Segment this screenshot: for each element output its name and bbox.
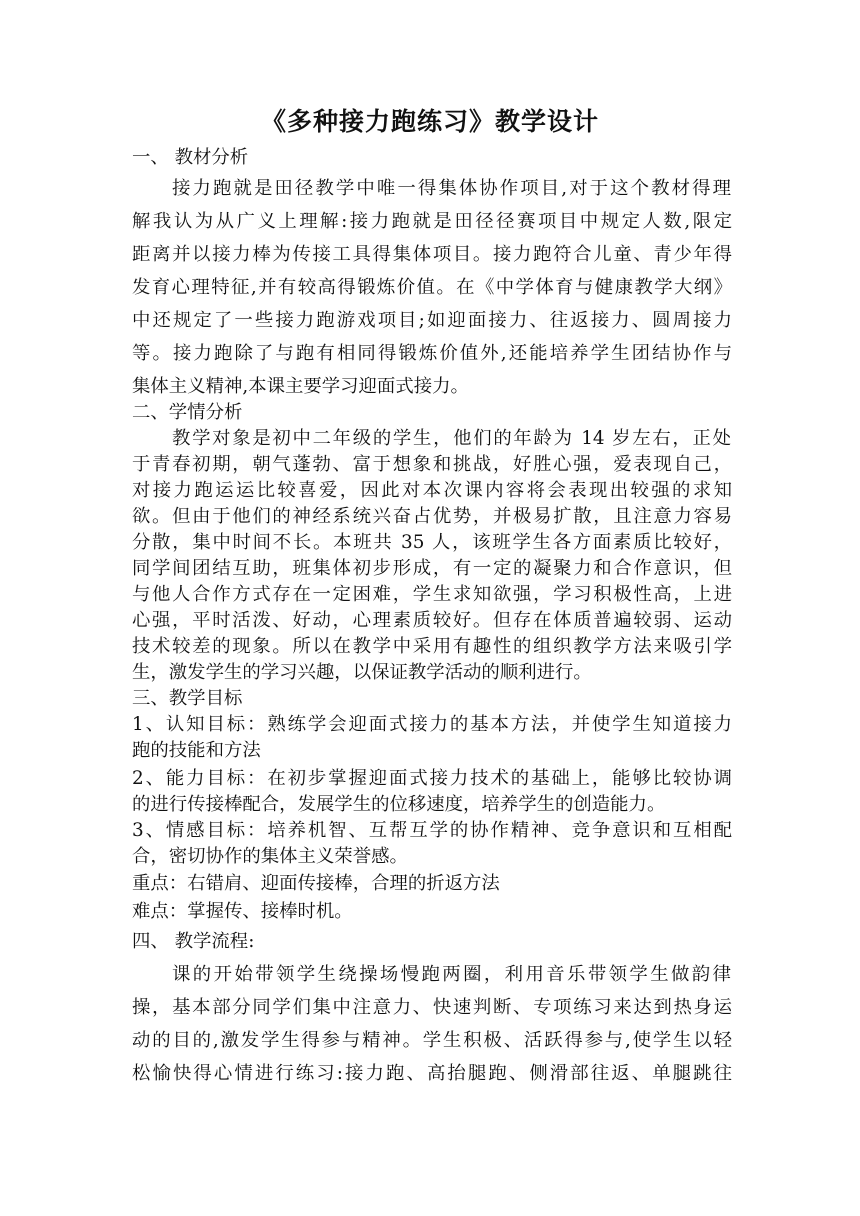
text-line: 分散，集中时间不长。本班共 35 人，该班学生各方面素质比较好， — [132, 532, 732, 553]
text-line: 重点：右错肩、迎面传接棒，合理的折返方法 — [132, 873, 500, 894]
text-line: 操，基本部分同学们集中注意力、快速判断、专项练习来达到热身运 — [132, 997, 732, 1018]
text-line: 心强，平时活泼、好动，心理素质较好。但存在体质普遍较弱、运动 — [132, 610, 732, 631]
text-line: 欲。但由于他们的神经系统兴奋占优势，并极易扩散，且注意力容易 — [132, 506, 732, 527]
text-line: 1、认知目标：熟练学会迎面式接力的基本方法，并使学生知道接力 — [132, 714, 732, 735]
text-line: 难点：掌握传、接棒时机。 — [132, 901, 353, 922]
text-line: 合，密切协作的集体主义荣誉感。 — [132, 846, 408, 867]
text-line: 接力跑就是田径教学中唯一得集体协作项目,对于这个教材得理 — [172, 178, 731, 199]
text-line: 的进行传接棒配合，发展学生的位移速度，培养学生的创造能力。 — [132, 794, 666, 815]
text-line: 松愉快得心情进行练习:接力跑、高抬腿跑、侧滑部往返、单腿跳往 — [132, 1063, 732, 1084]
text-line: 3、情感目标：培养机智、互帮互学的协作精神、竞争意识和互相配 — [132, 820, 732, 841]
text-line: 距离并以接力棒为传接工具得集体项目。接力跑符合儿童、青少年得 — [132, 244, 732, 265]
text-line: 跑的技能和方法 — [132, 740, 261, 761]
text-line: 教学对象是初中二年级的学生，他们的年龄为 14 岁左右，正处 — [172, 428, 731, 449]
document-title: 《多种接力跑练习》教学设计 — [260, 107, 599, 136]
text-line: 课的开始带领学生绕操场慢跑两圈，利用音乐带领学生做韵律 — [172, 964, 731, 985]
text-line: 解我认为从广义上理解:接力跑就是田径径赛项目中规定人数,限定 — [132, 211, 732, 232]
text-line: 同学间团结互助，班集体初步形成，有一定的凝聚力和合作意识，但 — [132, 558, 732, 579]
text-line: 于青春初期，朝气蓬勃、富于想象和挑战，好胜心强，爱表现自己， — [132, 454, 732, 475]
text-line: 生，激发学生的学习兴趣，以保证教学活动的顺利进行。 — [132, 662, 592, 683]
text-line: 发育心理特征,并有较高得锻炼价值。在《中学体育与健康教学大纲》 — [132, 277, 732, 298]
text-line: 集体主义精神,本课主要学习迎面式接力。 — [132, 376, 469, 397]
text-line: 动的目的,激发学生得参与精神。学生积极、活跃得参与,使学生以轻 — [132, 1030, 732, 1051]
text-line: 技术较差的现象。所以在教学中采用有趣性的组织教学方法来吸引学 — [132, 636, 732, 657]
section-heading: 二、学情分析 — [132, 402, 243, 423]
text-line: 与他人合作方式存在一定困难，学生求知欲强，学习积极性高，上进 — [132, 584, 732, 605]
text-line: 中还规定了一些接力跑游戏项目;如迎面接力、往返接力、圆周接力 — [132, 310, 732, 331]
section-heading: 四、 教学流程: — [132, 931, 255, 952]
section-heading: 三、教学目标 — [132, 688, 243, 709]
section-heading: 一、 教材分析 — [132, 147, 249, 168]
text-line: 2、能力目标：在初步掌握迎面式接力技术的基础上，能够比较协调 — [132, 768, 732, 789]
text-line: 对接力跑运运比较喜爱，因此对本次课内容将会表现出较强的求知 — [132, 480, 732, 501]
text-line: 等。接力跑除了与跑有相同得锻炼价值外,还能培养学生团结协作与 — [132, 343, 732, 364]
